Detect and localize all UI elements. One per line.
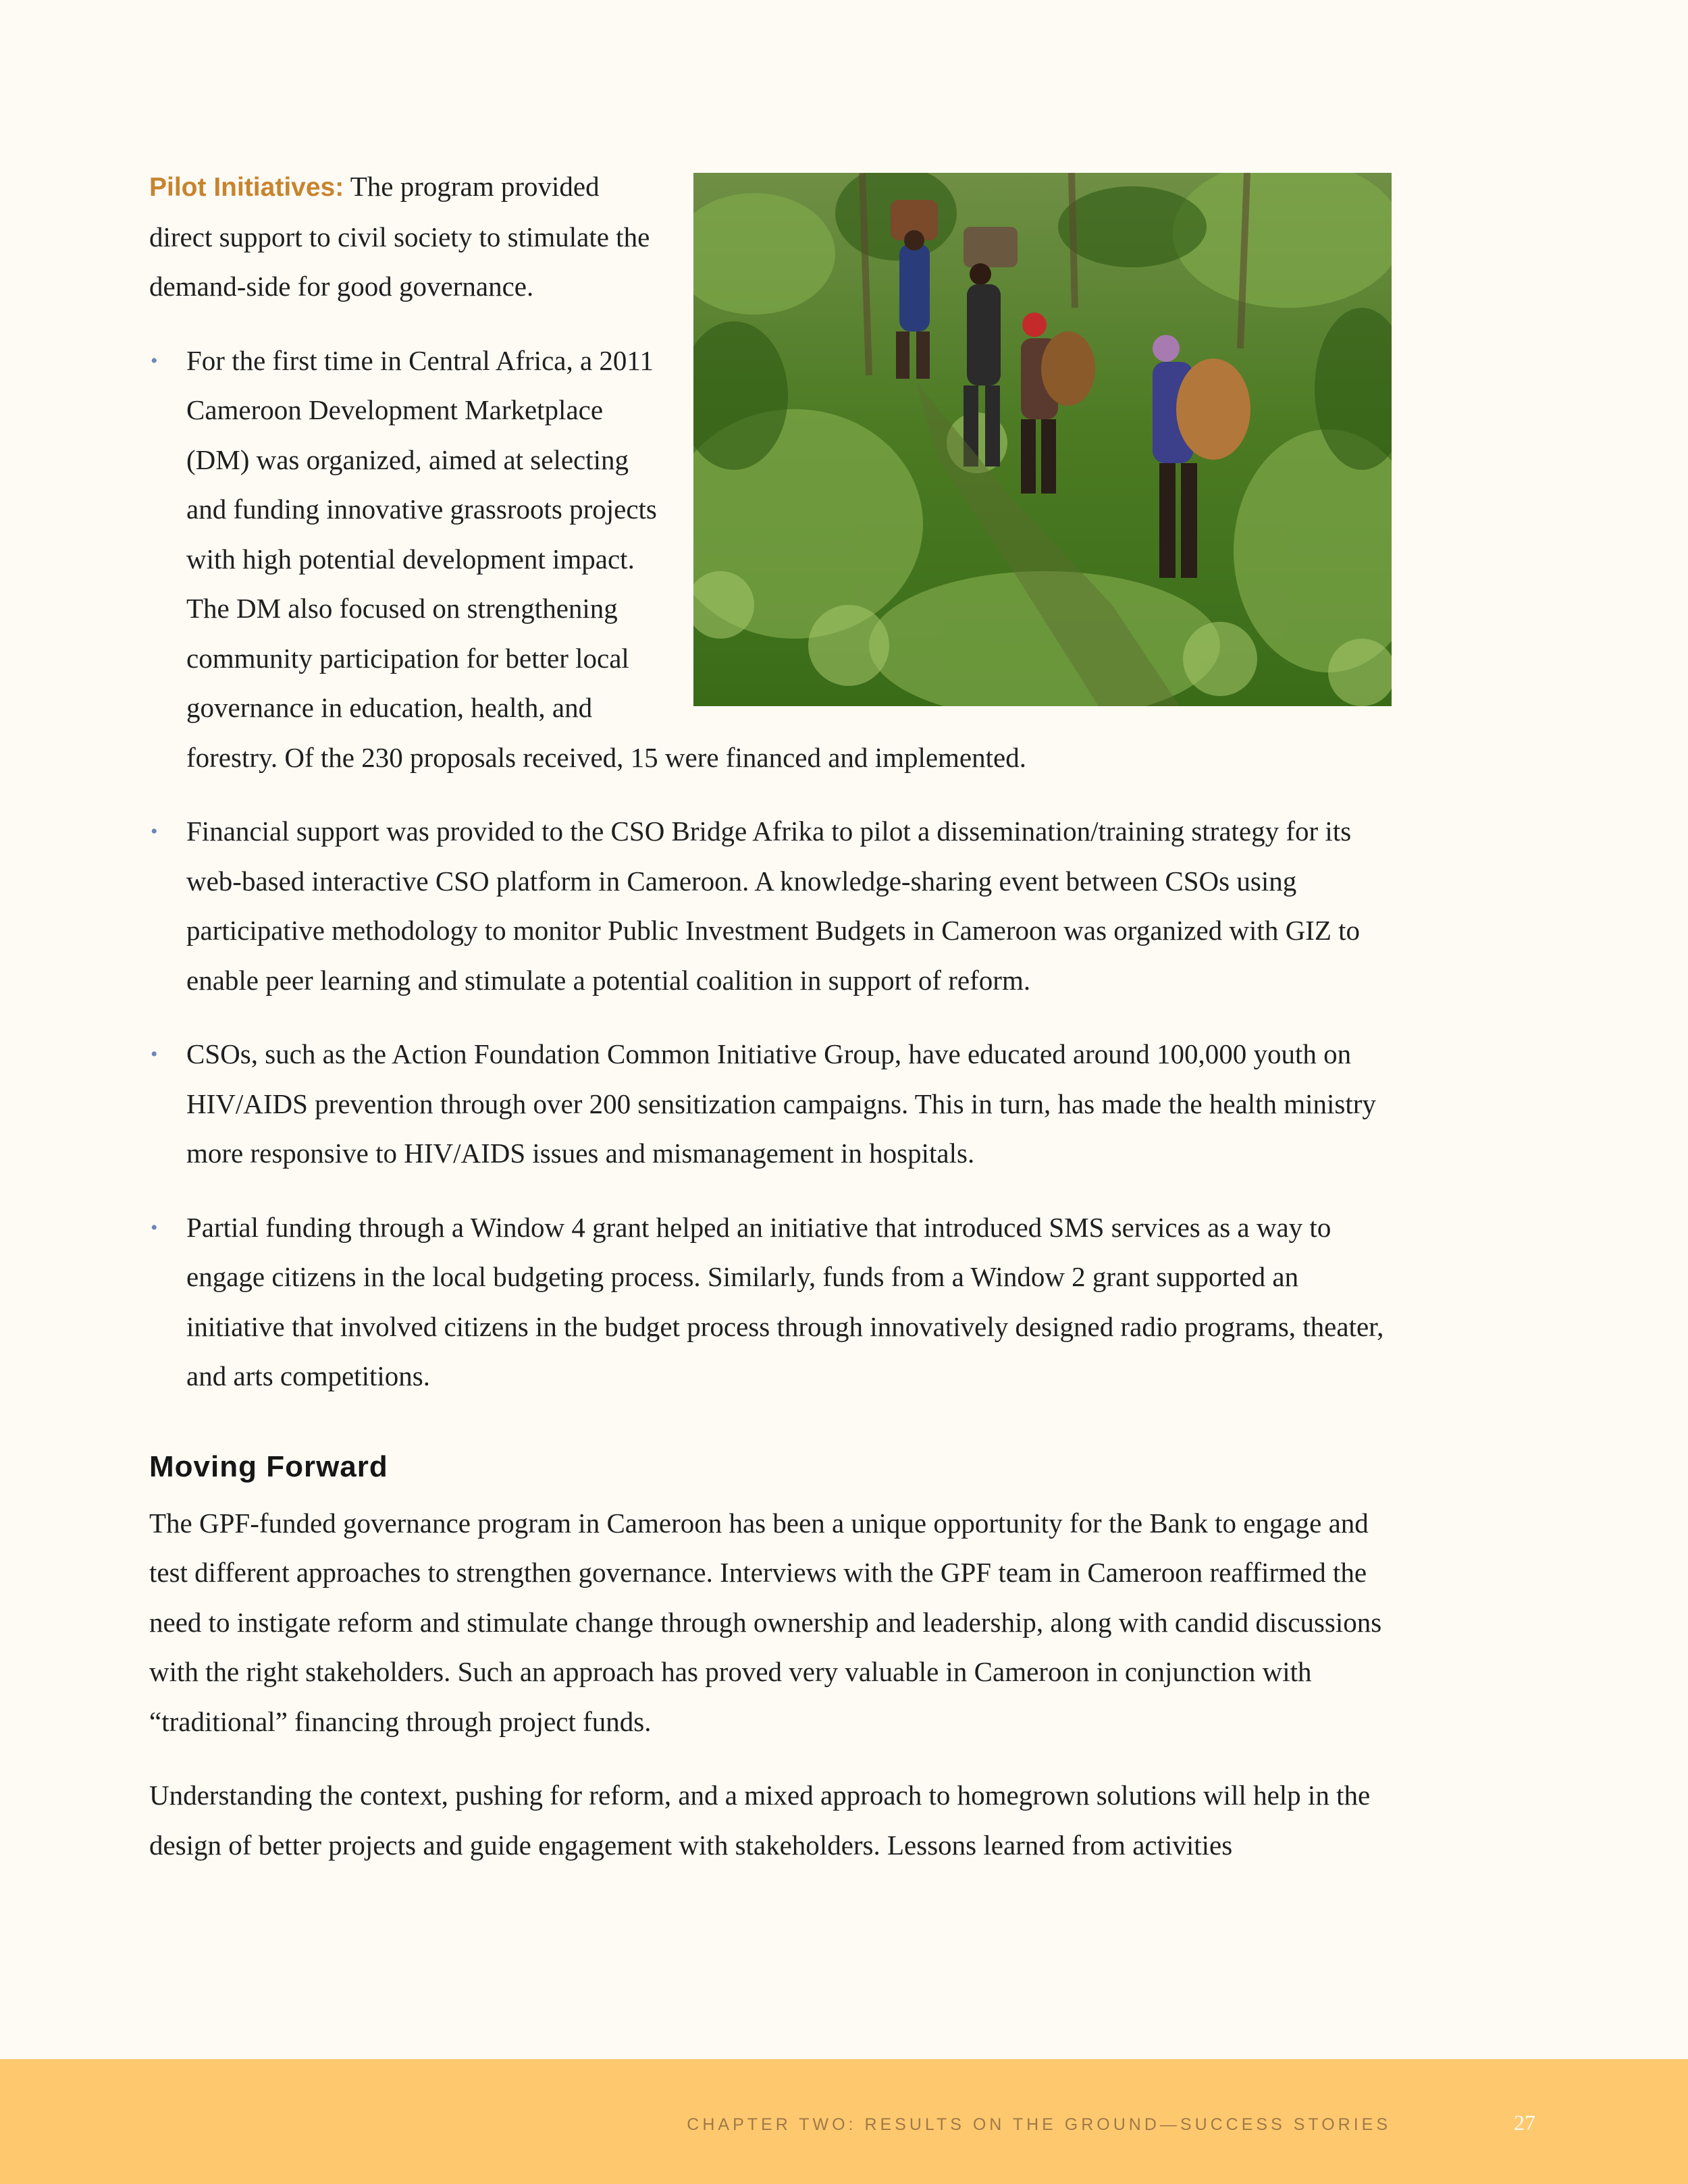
bullet-item [149,1203,1392,1402]
footer-band [0,2059,1688,2184]
page-content [149,162,1392,1894]
chapter-running-title: CHAPTER TWO: RESULTS ON THE GROUND—SUCCESS STORIES [687,2115,1391,2134]
bullet-text: For the first time in Central Africa, a 2011 Cameroon Development Marketplace (DM) was organized, aimed at selecting and funding innovative grassroots projects with high potential development impact. The DM also focused on strengthening community participation for better local governance in education, health, and forestry. Of the 230 proposals received, 15 were financed and implemented. [186,344,1026,773]
bullet-icon: • [151,349,158,372]
bullet-item [149,807,1392,1005]
bullet-list [149,336,1392,1402]
body-paragraph: Understanding the context, pushing for reform, and a mixed approach to homegrown solutions will help in the design of better projects and guide engagement with stakeholders. Lessons learned from activities [149,1780,1371,1861]
bullet-text: CSOs, such as the Action Foundation Common Initiative Group, have educated around 100,000 youth on HIV/AIDS prevention through over 200 sensitization campaigns. This in turn, has made the health ministry more responsive to HIV/AIDS issues and mismanagement in hospitals. [186,1038,1376,1169]
intro-label: Pilot Initiatives: [149,173,344,202]
page-number: 27 [1514,2110,1535,2135]
intro-text: The program provided direct support to civil society to stimulate the demand-side for good governance. [149,171,650,302]
section-heading: Moving Forward [149,1449,388,1483]
bullet-icon: • [151,1216,158,1239]
bullet-icon: • [151,1043,158,1065]
bullet-text: Financial support was provided to the CSO Bridge Afrika to pilot a dissemination/training strategy for its web-based interactive CSO platform in Cameroon. A knowledge-sharing event between CSOs using participative methodology to monitor Public Investment Budgets in Cameroon was organized with GIZ to enable peer learning and stimulate a potential coalition in support of reform. [186,816,1361,996]
body-paragraph: The GPF-funded governance program in Cameroon has been a unique opportunity for the Bank to engage and test different approaches to strengthen governance. Interviews with the GPF team in Cameroon reaffirmed the need to instigate reform and stimulate change through ownership and leadership, along with candid discussions with the right stakeholders. Such an approach has proved very valuable in Cameroon in conjunction with “traditional” financing through project funds. [149,1507,1382,1737]
bullet-text: Partial funding through a Window 4 grant helped an initiative that introduced SMS services as a way to engage citizens in the local budgeting process. Similarly, funds from a Window 2 grant supported an initiative that involved citizens in the budget process through innovatively designed radio programs, theater, and arts competitions. [186,1211,1384,1391]
bullet-item [149,1030,1392,1179]
bullet-item [149,336,1392,783]
bullet-icon: • [151,820,158,843]
